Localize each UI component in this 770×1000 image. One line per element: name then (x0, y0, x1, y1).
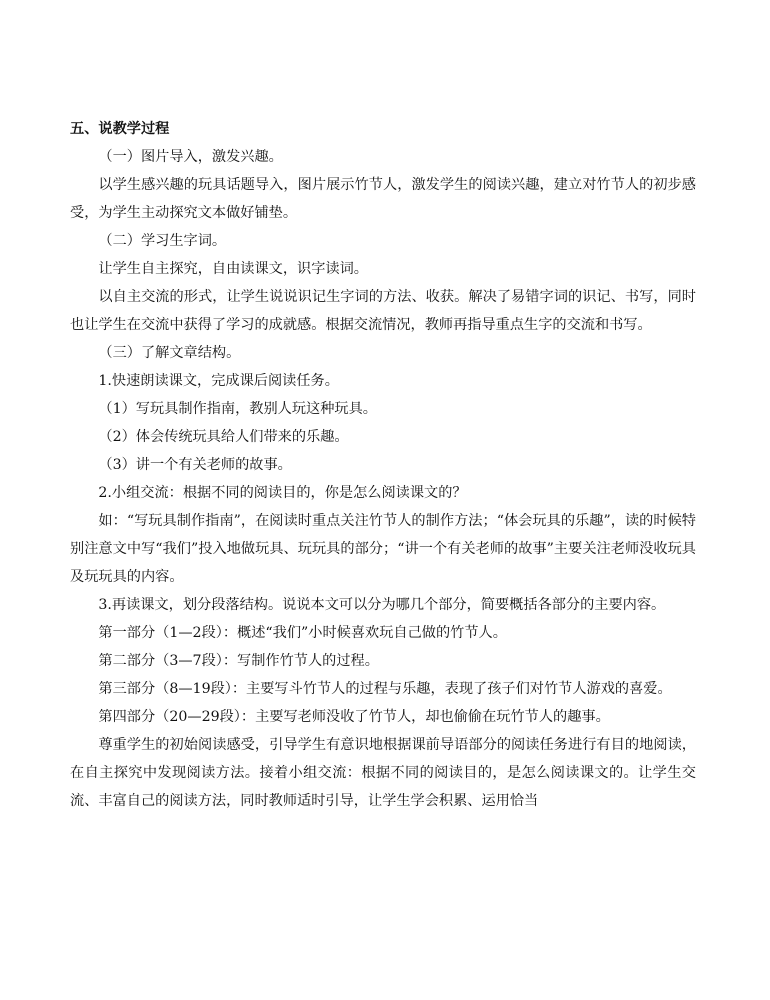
paragraph-7: 1.快速朗读课文，完成课后阅读任务。 (98, 373, 339, 389)
paragraph-11: 2.小组交流：根据不同的阅读目的，你是怎么阅读课文的？ (98, 485, 467, 501)
paragraph-12: 如：“写玩具制作指南”，在阅读时重点关注竹节人的制作方法；“体会玩具的乐趣”，读的时候特别注意文中写“我们”投入地做玩具、玩玩具的部分；“讲一个有关老师的故事”主要关注老师没收玩具及玩玩具的内容。 (70, 513, 696, 585)
paragraph-15: 第二部分（3—7段）：写制作竹节人的过程。 (98, 653, 379, 669)
paragraph-6: （三）了解文章结构。 (98, 345, 241, 361)
paragraph-14: 第一部分（1—2段）：概述“我们”小时候喜欢玩自己做的竹节人。 (98, 625, 507, 641)
paragraph-17: 第四部分（20—29段）：主要写老师没收了竹节人，却也偷偷在玩竹节人的趣事。 (98, 709, 610, 725)
paragraph-8: （1）写玩具制作指南，教别人玩这种玩具。 (98, 401, 377, 417)
paragraph-16: 第三部分（8—19段）：主要写斗竹节人的过程与乐趣，表现了孩子们对竹节人游戏的喜爱。 (98, 681, 672, 697)
paragraph-5: 以自主交流的形式，让学生说说识记生字词的方法、收获。解决了易错字词的识记、书写，同时也让学生在交流中获得了学习的成就感。根据交流情况，教师再指导重点生字的交流和书写。 (70, 289, 696, 333)
document-page (70, 115, 696, 815)
paragraph-9: （2）体会传统玩具给人们带来的乐趣。 (98, 429, 349, 445)
paragraph-4: 让学生自主探究，自由读课文，识字读词。 (98, 261, 368, 277)
section-heading: 五、说教学过程 (70, 121, 170, 137)
paragraph-2: 以学生感兴趣的玩具话题导入，图片展示竹节人，激发学生的阅读兴趣，建立对竹节人的初步感受，为学生主动探究文本做好铺垫。 (70, 177, 696, 221)
paragraph-3: （二）学习生字词。 (98, 233, 227, 249)
paragraph-10: （3）讲一个有关老师的故事。 (98, 457, 292, 473)
paragraph-13: 3.再读课文，划分段落结构。说说本文可以分为哪几个部分，简要概括各部分的主要内容。 (98, 597, 666, 613)
paragraph-1: （一）图片导入，激发兴趣。 (98, 149, 283, 165)
paragraph-18: 尊重学生的初始阅读感受，引导学生有意识地根据课前导语部分的阅读任务进行有目的地阅读，在自主探究中发现阅读方法。接着小组交流：根据不同的阅读目的，是怎么阅读课文的。让学生交流、丰富自己的阅读方法，同时教师适时引导，让学生学会积累、运用恰当 (70, 737, 696, 809)
